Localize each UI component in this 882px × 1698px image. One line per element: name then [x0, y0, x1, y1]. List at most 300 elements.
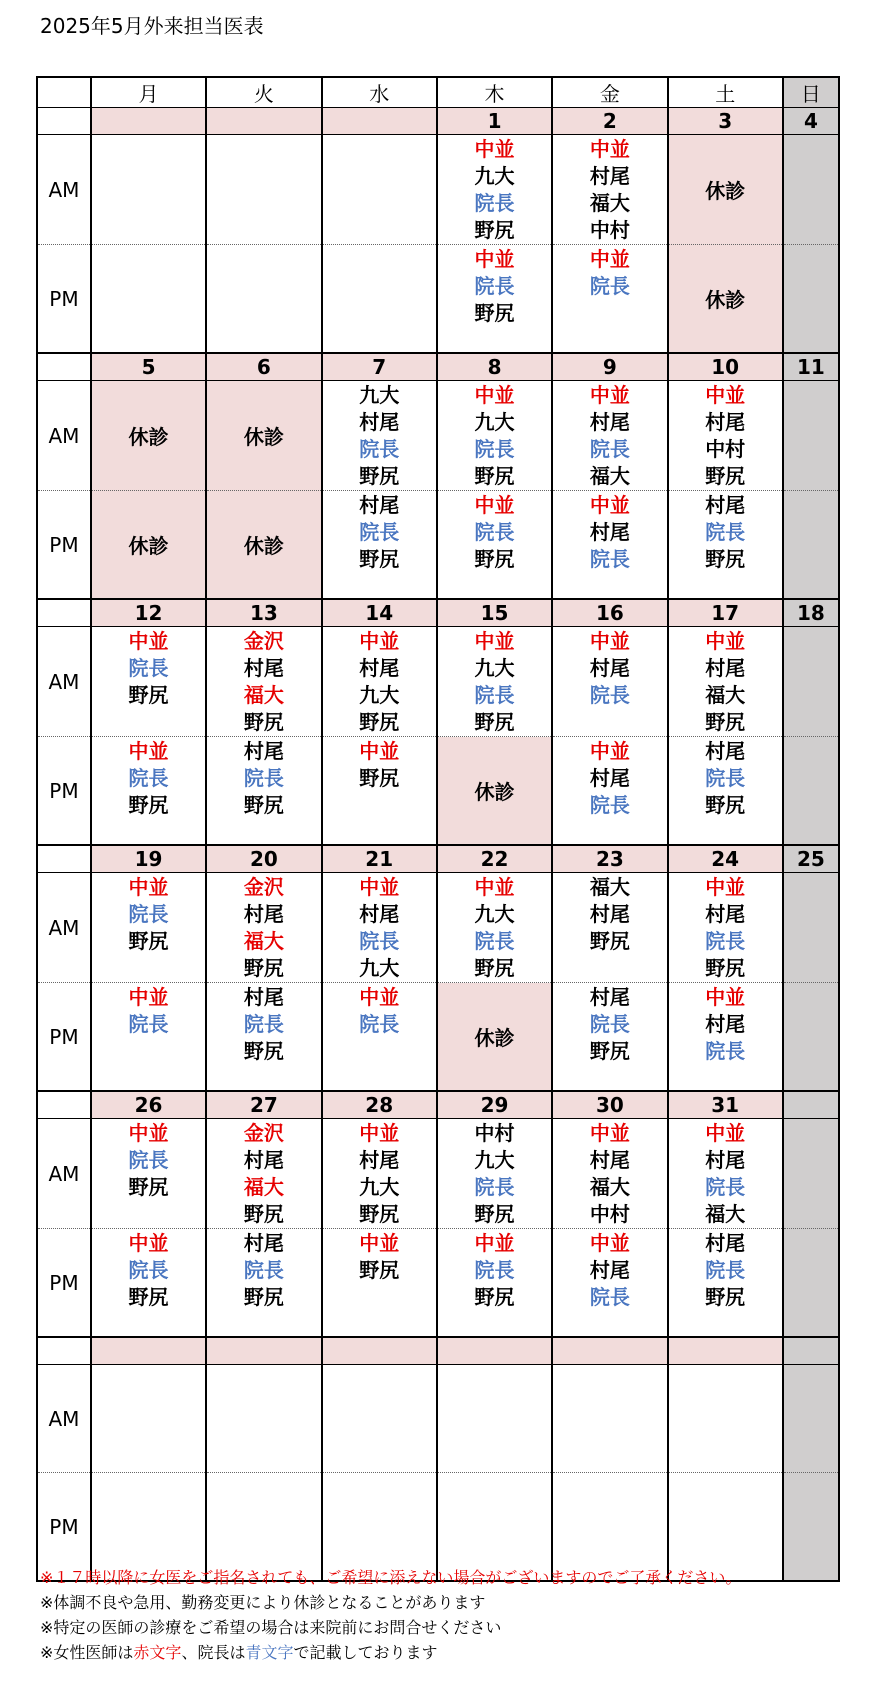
doctor-list [92, 1229, 205, 1311]
doctor-name: 院長 [705, 1258, 746, 1282]
doctor-name: 中並 [474, 1231, 515, 1255]
doctor-name: 院長 [128, 1148, 169, 1172]
date-mon [91, 1337, 206, 1365]
am-label: AM [37, 627, 91, 737]
doctor-list [323, 245, 436, 246]
closed-cell: 休診 [668, 135, 783, 245]
weekday-tue: 火 [206, 77, 321, 108]
doctor-cell [206, 873, 321, 983]
doctor-cell [91, 627, 206, 737]
doctor-list [207, 135, 320, 136]
doctor-name: 野尻 [128, 1285, 169, 1309]
pm-label: PM [37, 983, 91, 1092]
doctor-cell [437, 873, 552, 983]
doctor-name: 院長 [474, 929, 515, 953]
doctor-cell [322, 873, 437, 983]
doctor-list [669, 627, 782, 736]
doctor-name: 院長 [474, 191, 515, 215]
doctor-list [323, 1119, 436, 1228]
doctor-name: 野尻 [359, 1202, 400, 1226]
doctor-name: 野尻 [705, 956, 746, 980]
doctor-name: 中村 [589, 1202, 630, 1226]
doctor-name: 中並 [128, 1231, 169, 1255]
date-tue: 20 [206, 845, 321, 873]
date-row-label-cell [37, 845, 91, 873]
doctor-name: 中並 [359, 985, 400, 1009]
doctor-name: 中並 [589, 493, 630, 517]
doctor-list [438, 491, 551, 573]
doctor-name: 村尾 [243, 1231, 284, 1255]
pm-label: PM [37, 737, 91, 846]
doctor-name: 野尻 [359, 547, 400, 571]
doctor-list [92, 983, 205, 1038]
doctor-name: 九大 [474, 410, 515, 434]
doctor-name: 院長 [359, 929, 400, 953]
doctor-name: 院長 [474, 683, 515, 707]
date-fri [552, 1337, 667, 1365]
doctor-list [553, 135, 666, 244]
weekday-sat: 土 [668, 77, 783, 108]
doctor-name: 中並 [589, 739, 630, 763]
am-label: AM [37, 1119, 91, 1229]
doctor-name: 野尻 [474, 301, 515, 325]
doctor-name: 九大 [359, 683, 400, 707]
sunday-cell [783, 1229, 839, 1338]
date-thu: 22 [437, 845, 552, 873]
doctor-name: 福大 [243, 929, 284, 953]
doctor-cell [552, 381, 667, 491]
doctor-name: 中並 [128, 739, 169, 763]
am-row [37, 627, 839, 737]
doctor-list [92, 873, 205, 955]
doctor-name: 院長 [128, 902, 169, 926]
am-row [37, 1365, 839, 1473]
doctor-name: 村尾 [705, 1148, 746, 1172]
doctor-list [207, 1365, 320, 1366]
doctor-name: 院長 [128, 656, 169, 680]
doctor-name: 院長 [474, 274, 515, 298]
doctor-list [323, 381, 436, 490]
doctor-name: 村尾 [589, 1148, 630, 1172]
doctor-name: 中並 [359, 739, 400, 763]
date-fri: 2 [552, 108, 667, 135]
doctor-cell [206, 135, 321, 245]
doctor-list [207, 873, 320, 982]
doctor-name: 野尻 [243, 956, 284, 980]
doctor-list [438, 1119, 551, 1228]
doctor-name: 村尾 [589, 902, 630, 926]
doctor-name: 野尻 [128, 929, 169, 953]
doctor-name: 九大 [474, 1148, 515, 1172]
doctor-name: 院長 [705, 1175, 746, 1199]
doctor-name: 院長 [359, 437, 400, 461]
doctor-name: 院長 [128, 766, 169, 790]
doctor-list [553, 491, 666, 573]
date-thu: 15 [437, 599, 552, 627]
doctor-name: 院長 [589, 437, 630, 461]
note-legend: ※女性医師は赤文字、院長は青文字で記載しております [40, 1643, 438, 1662]
date-tue: 27 [206, 1091, 321, 1119]
closed-cell: 休診 [206, 491, 321, 600]
closed-cell: 休診 [91, 381, 206, 491]
doctor-cell [437, 627, 552, 737]
date-wed: 7 [322, 353, 437, 381]
doctor-name: 野尻 [589, 929, 630, 953]
doctor-list [438, 381, 551, 490]
doctor-cell [552, 1229, 667, 1338]
doctor-name: 院長 [243, 766, 284, 790]
am-label: AM [37, 381, 91, 491]
doctor-name: 野尻 [474, 1202, 515, 1226]
doctor-list [92, 1365, 205, 1366]
date-row-label-cell [37, 599, 91, 627]
doctor-list [438, 1365, 551, 1366]
am-label: AM [37, 873, 91, 983]
page-title: 2025年5月外来担当医表 [40, 14, 264, 38]
doctor-list [669, 381, 782, 490]
doctor-name: 野尻 [243, 793, 284, 817]
doctor-name: 村尾 [589, 1258, 630, 1282]
doctor-name: 村尾 [243, 739, 284, 763]
doctor-list [553, 983, 666, 1065]
doctor-name: 野尻 [243, 1202, 284, 1226]
doctor-list [207, 737, 320, 819]
doctor-name: 村尾 [589, 766, 630, 790]
am-row [37, 1119, 839, 1229]
doctor-cell [552, 873, 667, 983]
doctor-cell [552, 737, 667, 846]
doctor-list [669, 737, 782, 819]
doctor-cell [437, 245, 552, 354]
doctor-cell [91, 873, 206, 983]
pm-row [37, 245, 839, 354]
weekday-header-row [37, 77, 839, 108]
doctor-cell [206, 1229, 321, 1338]
doctor-list [323, 983, 436, 1038]
weekday-mon: 月 [91, 77, 206, 108]
doctor-cell [437, 1229, 552, 1338]
doctor-name: 村尾 [359, 1148, 400, 1172]
doctor-name: 野尻 [474, 218, 515, 242]
doctor-cell [668, 627, 783, 737]
doctor-name: 院長 [589, 547, 630, 571]
closed-cell: 休診 [437, 983, 552, 1092]
weekday-sun: 日 [783, 77, 839, 108]
doctor-cell [552, 1119, 667, 1229]
date-thu: 1 [437, 108, 552, 135]
date-mon [91, 108, 206, 135]
doctor-cell [668, 1365, 783, 1473]
doctor-name: 福大 [589, 191, 630, 215]
doctor-name: 福大 [589, 464, 630, 488]
doctor-name: 院長 [474, 437, 515, 461]
doctor-name: 福大 [705, 1202, 746, 1226]
doctor-cell [322, 245, 437, 354]
am-row [37, 381, 839, 491]
doctor-name: 九大 [474, 164, 515, 188]
sunday-cell [783, 1365, 839, 1473]
doctor-name: 野尻 [705, 710, 746, 734]
doctor-cell [552, 627, 667, 737]
doctor-name: 金沢 [243, 875, 284, 899]
doctor-cell [206, 1119, 321, 1229]
date-sun: 4 [783, 108, 839, 135]
doctor-name: 九大 [474, 656, 515, 680]
doctor-list [323, 873, 436, 982]
doctor-name: 中並 [359, 1231, 400, 1255]
doctor-list [92, 135, 205, 136]
doctor-name: 中村 [474, 1121, 515, 1145]
doctor-name: 中並 [128, 1121, 169, 1145]
doctor-name: 村尾 [589, 164, 630, 188]
doctor-name: 中並 [589, 1231, 630, 1255]
doctor-name: 福大 [589, 1175, 630, 1199]
doctor-cell [552, 491, 667, 600]
date-sun: 25 [783, 845, 839, 873]
doctor-list [438, 627, 551, 736]
doctor-list [669, 873, 782, 982]
doctor-cell [552, 1365, 667, 1473]
doctor-name: 福大 [705, 683, 746, 707]
date-row-label-cell [37, 353, 91, 381]
doctor-name: 院長 [705, 520, 746, 544]
doctor-name: 中並 [705, 629, 746, 653]
doctor-name: 中並 [359, 875, 400, 899]
doctor-name: 院長 [705, 929, 746, 953]
doctor-list [323, 135, 436, 136]
notes [40, 1565, 741, 1665]
doctor-name: 金沢 [243, 629, 284, 653]
doctor-name: 中並 [589, 247, 630, 271]
closed-cell: 休診 [668, 245, 783, 354]
doctor-cell [91, 1229, 206, 1338]
date-tue [206, 108, 321, 135]
doctor-cell [206, 1365, 321, 1473]
doctor-name: 中並 [474, 247, 515, 271]
note-cancellation: ※体調不良や急用、勤務変更により休診となることがあります [40, 1593, 486, 1612]
doctor-cell [206, 737, 321, 846]
doctor-cell [206, 627, 321, 737]
doctor-cell [322, 491, 437, 600]
doctor-name: 村尾 [589, 656, 630, 680]
doctor-cell [437, 135, 552, 245]
doctor-name: 九大 [359, 1175, 400, 1199]
pm-row [37, 491, 839, 600]
date-mon: 19 [91, 845, 206, 873]
doctor-cell [668, 381, 783, 491]
date-tue [206, 1337, 321, 1365]
weekday-wed: 水 [322, 77, 437, 108]
doctor-name: 野尻 [359, 766, 400, 790]
doctor-name: 野尻 [474, 956, 515, 980]
am-row [37, 873, 839, 983]
doctor-cell [322, 1365, 437, 1473]
doctor-name: 院長 [474, 1175, 515, 1199]
pm-label: PM [37, 245, 91, 354]
doctor-list [92, 627, 205, 709]
doctor-name: 九大 [359, 956, 400, 980]
doctor-name: 野尻 [243, 1285, 284, 1309]
doctor-name: 村尾 [705, 410, 746, 434]
sunday-cell [783, 737, 839, 846]
pm-row [37, 983, 839, 1092]
doctor-name: 村尾 [243, 1148, 284, 1172]
sunday-cell [783, 983, 839, 1092]
doctor-name: 村尾 [359, 410, 400, 434]
date-wed [322, 108, 437, 135]
doctor-name: 中並 [589, 629, 630, 653]
weekday-fri: 金 [552, 77, 667, 108]
date-fri: 9 [552, 353, 667, 381]
doctor-list [669, 983, 782, 1065]
doctor-name: 中並 [705, 875, 746, 899]
doctor-name: 村尾 [705, 902, 746, 926]
sunday-cell [783, 873, 839, 983]
doctor-name: 野尻 [128, 683, 169, 707]
doctor-list [553, 873, 666, 955]
date-wed: 14 [322, 599, 437, 627]
doctor-name: 中並 [128, 985, 169, 1009]
am-label: AM [37, 1365, 91, 1473]
pm-label: PM [37, 1229, 91, 1338]
doctor-list [207, 1473, 320, 1474]
doctor-name: 院長 [474, 1258, 515, 1282]
doctor-cell [552, 135, 667, 245]
doctor-name: 中並 [589, 383, 630, 407]
sunday-cell [783, 1473, 839, 1582]
date-row [37, 108, 839, 135]
doctor-name: 中並 [705, 1121, 746, 1145]
doctor-list [553, 245, 666, 300]
doctor-name: 野尻 [474, 710, 515, 734]
doctor-name: 院長 [589, 683, 630, 707]
doctor-cell [322, 737, 437, 846]
doctor-list [207, 983, 320, 1065]
am-label: AM [37, 135, 91, 245]
note-female-doctor: ※１７時以降に女医をご指名されても、ご希望に添えない場合がございますのでご了承ください。 [40, 1568, 742, 1587]
date-row [37, 1337, 839, 1365]
date-sat: 10 [668, 353, 783, 381]
doctor-name: 中並 [128, 875, 169, 899]
doctor-list [207, 245, 320, 246]
doctor-name: 野尻 [243, 1039, 284, 1063]
doctor-name: 院長 [359, 1012, 400, 1036]
doctor-name: 野尻 [359, 710, 400, 734]
date-sat: 17 [668, 599, 783, 627]
doctor-cell [668, 1119, 783, 1229]
doctor-name: 野尻 [128, 793, 169, 817]
doctor-cell [437, 491, 552, 600]
doctor-cell [91, 245, 206, 354]
date-tue: 6 [206, 353, 321, 381]
doctor-name: 野尻 [705, 793, 746, 817]
doctor-name: 院長 [243, 1258, 284, 1282]
doctor-cell [91, 1119, 206, 1229]
doctor-name: 村尾 [243, 985, 284, 1009]
schedule-table [36, 76, 840, 1582]
doctor-name: 村尾 [359, 493, 400, 517]
doctor-name: 野尻 [474, 464, 515, 488]
doctor-list [323, 491, 436, 573]
doctor-list [438, 245, 551, 327]
doctor-name: 中並 [128, 629, 169, 653]
doctor-list [553, 1229, 666, 1311]
doctor-list [669, 491, 782, 573]
doctor-name: 院長 [359, 520, 400, 544]
doctor-name: 中村 [705, 437, 746, 461]
doctor-name: 九大 [359, 383, 400, 407]
doctor-cell [206, 245, 321, 354]
doctor-list [669, 1473, 782, 1474]
doctor-name: 村尾 [705, 656, 746, 680]
doctor-name: 村尾 [589, 410, 630, 434]
doctor-name: 院長 [474, 520, 515, 544]
doctor-list [323, 627, 436, 736]
doctor-cell [206, 983, 321, 1092]
date-row-label-cell [37, 1337, 91, 1365]
sunday-cell [783, 245, 839, 354]
doctor-cell [668, 1229, 783, 1338]
closed-cell: 休診 [437, 737, 552, 846]
doctor-name: 中並 [474, 629, 515, 653]
date-tue: 13 [206, 599, 321, 627]
doctor-name: 村尾 [243, 656, 284, 680]
closed-cell: 休診 [91, 491, 206, 600]
sunday-cell [783, 1119, 839, 1229]
doctor-list [323, 1473, 436, 1474]
doctor-cell [437, 1119, 552, 1229]
doctor-list [207, 627, 320, 736]
doctor-list [323, 1365, 436, 1366]
doctor-name: 中並 [474, 137, 515, 161]
doctor-cell [437, 381, 552, 491]
doctor-name: 福大 [243, 683, 284, 707]
sunday-cell [783, 381, 839, 491]
doctor-list [438, 135, 551, 244]
date-mon: 26 [91, 1091, 206, 1119]
doctor-name: 福大 [589, 875, 630, 899]
doctor-name: 中並 [359, 1121, 400, 1145]
doctor-name: 村尾 [359, 902, 400, 926]
doctor-name: 中並 [359, 629, 400, 653]
closed-cell: 休診 [206, 381, 321, 491]
sunday-cell [783, 135, 839, 245]
doctor-name: 野尻 [359, 464, 400, 488]
doctor-name: 中村 [589, 218, 630, 242]
doctor-name: 野尻 [359, 1258, 400, 1282]
doctor-name: 院長 [128, 1258, 169, 1282]
doctor-name: 野尻 [474, 1285, 515, 1309]
doctor-cell [91, 1365, 206, 1473]
doctor-cell [668, 737, 783, 846]
doctor-name: 中並 [705, 383, 746, 407]
doctor-name: 中並 [474, 875, 515, 899]
doctor-name: 村尾 [243, 902, 284, 926]
doctor-list [669, 1365, 782, 1366]
doctor-cell [91, 737, 206, 846]
date-fri: 30 [552, 1091, 667, 1119]
doctor-cell [668, 983, 783, 1092]
doctor-name: 中並 [474, 383, 515, 407]
date-wed [322, 1337, 437, 1365]
doctor-name: 福大 [243, 1175, 284, 1199]
pm-label: PM [37, 491, 91, 600]
doctor-name: 野尻 [705, 1285, 746, 1309]
doctor-list [669, 1119, 782, 1228]
doctor-name: 院長 [589, 793, 630, 817]
doctor-name: 野尻 [705, 547, 746, 571]
am-row [37, 135, 839, 245]
